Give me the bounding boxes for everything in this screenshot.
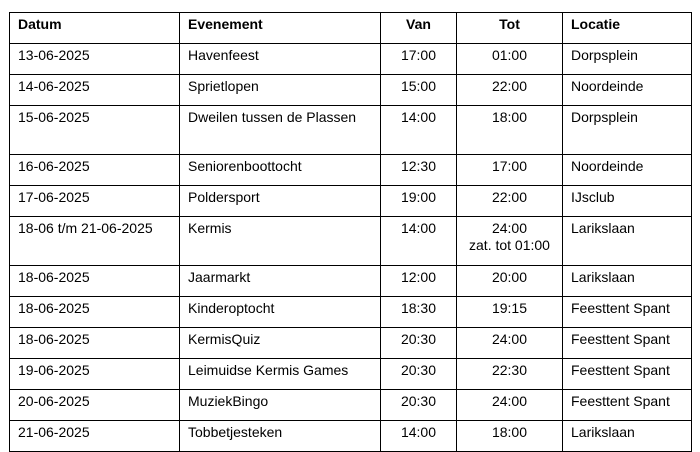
cell-locatie: Larikslaan — [563, 217, 692, 266]
cell-locatie: Feesttent Spant — [563, 297, 692, 328]
cell-tot — [457, 328, 563, 359]
table-row — [10, 75, 692, 106]
cell-datum: 18-06-2025 — [10, 266, 180, 297]
cell-tot — [457, 75, 563, 106]
cell-locatie: IJsclub — [563, 186, 692, 217]
table-row — [10, 186, 692, 217]
cell-tot — [457, 359, 563, 390]
tot-time: 01:00 — [491, 47, 528, 63]
cell-tot — [457, 44, 563, 75]
cell-van: 14:00 — [381, 217, 457, 266]
cell-locatie: Noordeinde — [563, 155, 692, 186]
tot-time: 19:15 — [491, 300, 528, 316]
tot-time: 24:00 — [491, 331, 528, 347]
cell-evenement: MuziekBingo — [180, 390, 381, 421]
cell-evenement: Seniorenboottocht — [180, 155, 381, 186]
tot-time: 22:00 — [491, 189, 528, 205]
header-van: Van — [381, 13, 457, 44]
cell-locatie: Feesttent Spant — [563, 359, 692, 390]
cell-locatie: Larikslaan — [563, 421, 692, 452]
cell-locatie: Dorpsplein — [563, 106, 692, 155]
cell-tot — [457, 186, 563, 217]
cell-locatie: Feesttent Spant — [563, 390, 692, 421]
tot-time: 22:30 — [491, 362, 528, 378]
cell-locatie: Larikslaan — [563, 266, 692, 297]
cell-evenement: Poldersport — [180, 186, 381, 217]
cell-datum: 20-06-2025 — [10, 390, 180, 421]
cell-van: 18:30 — [381, 297, 457, 328]
cell-datum: 13-06-2025 — [10, 44, 180, 75]
cell-tot — [457, 266, 563, 297]
table-row — [10, 155, 692, 186]
table-row — [10, 266, 692, 297]
tot-time: 18:00 — [491, 109, 528, 125]
cell-tot — [457, 421, 563, 452]
cell-tot — [457, 106, 563, 155]
cell-tot — [457, 217, 563, 266]
tot-time: 24:00 — [491, 393, 528, 409]
cell-tot — [457, 297, 563, 328]
cell-van: 17:00 — [381, 44, 457, 75]
tot-time: 18:00 — [491, 424, 528, 440]
table-row — [10, 390, 692, 421]
cell-locatie: Noordeinde — [563, 75, 692, 106]
tot-time: 17:00 — [491, 158, 528, 174]
cell-evenement: Dweilen tussen de Plassen — [180, 106, 381, 155]
cell-evenement: Sprietlopen — [180, 75, 381, 106]
cell-van: 14:00 — [381, 106, 457, 155]
cell-datum: 18-06-2025 — [10, 328, 180, 359]
cell-datum: 18-06-2025 — [10, 297, 180, 328]
cell-van: 12:00 — [381, 266, 457, 297]
table-row — [10, 328, 692, 359]
table-row — [10, 421, 692, 452]
cell-van: 12:30 — [381, 155, 457, 186]
header-tot: Tot — [457, 13, 563, 44]
cell-datum: 19-06-2025 — [10, 359, 180, 390]
table-row — [10, 106, 692, 155]
cell-evenement: Kermis — [180, 217, 381, 266]
cell-datum: 15-06-2025 — [10, 106, 180, 155]
cell-evenement: Havenfeest — [180, 44, 381, 75]
table-row — [10, 217, 692, 266]
table-body — [10, 44, 692, 452]
cell-datum: 16-06-2025 — [10, 155, 180, 186]
cell-evenement: Tobbetjesteken — [180, 421, 381, 452]
cell-van: 15:00 — [381, 75, 457, 106]
cell-evenement: Kinderoptocht — [180, 297, 381, 328]
table-row — [10, 297, 692, 328]
tot-time: 24:00 — [491, 220, 528, 236]
table-row — [10, 44, 692, 75]
cell-van: 20:30 — [381, 390, 457, 421]
cell-datum: 17-06-2025 — [10, 186, 180, 217]
cell-tot — [457, 155, 563, 186]
cell-tot — [457, 390, 563, 421]
cell-datum: 21-06-2025 — [10, 421, 180, 452]
header-evenement: Evenement — [180, 13, 381, 44]
cell-evenement: KermisQuiz — [180, 328, 381, 359]
tot-time: 22:00 — [491, 78, 528, 94]
cell-evenement: Jaarmarkt — [180, 266, 381, 297]
events-table — [9, 12, 692, 452]
table-row — [10, 359, 692, 390]
cell-van: 19:00 — [381, 186, 457, 217]
cell-datum: 18-06 t/m 21-06-2025 — [10, 217, 180, 266]
cell-van: 20:30 — [381, 359, 457, 390]
cell-locatie: Dorpsplein — [563, 44, 692, 75]
header-locatie: Locatie — [563, 13, 692, 44]
cell-datum: 14-06-2025 — [10, 75, 180, 106]
tot-note: zat. tot 01:00 — [469, 237, 550, 253]
cell-evenement: Leimuidse Kermis Games — [180, 359, 381, 390]
tot-time: 20:00 — [491, 269, 528, 285]
cell-van: 20:30 — [381, 328, 457, 359]
header-row — [10, 13, 692, 44]
cell-van: 14:00 — [381, 421, 457, 452]
header-datum: Datum — [10, 13, 180, 44]
cell-locatie: Feesttent Spant — [563, 328, 692, 359]
